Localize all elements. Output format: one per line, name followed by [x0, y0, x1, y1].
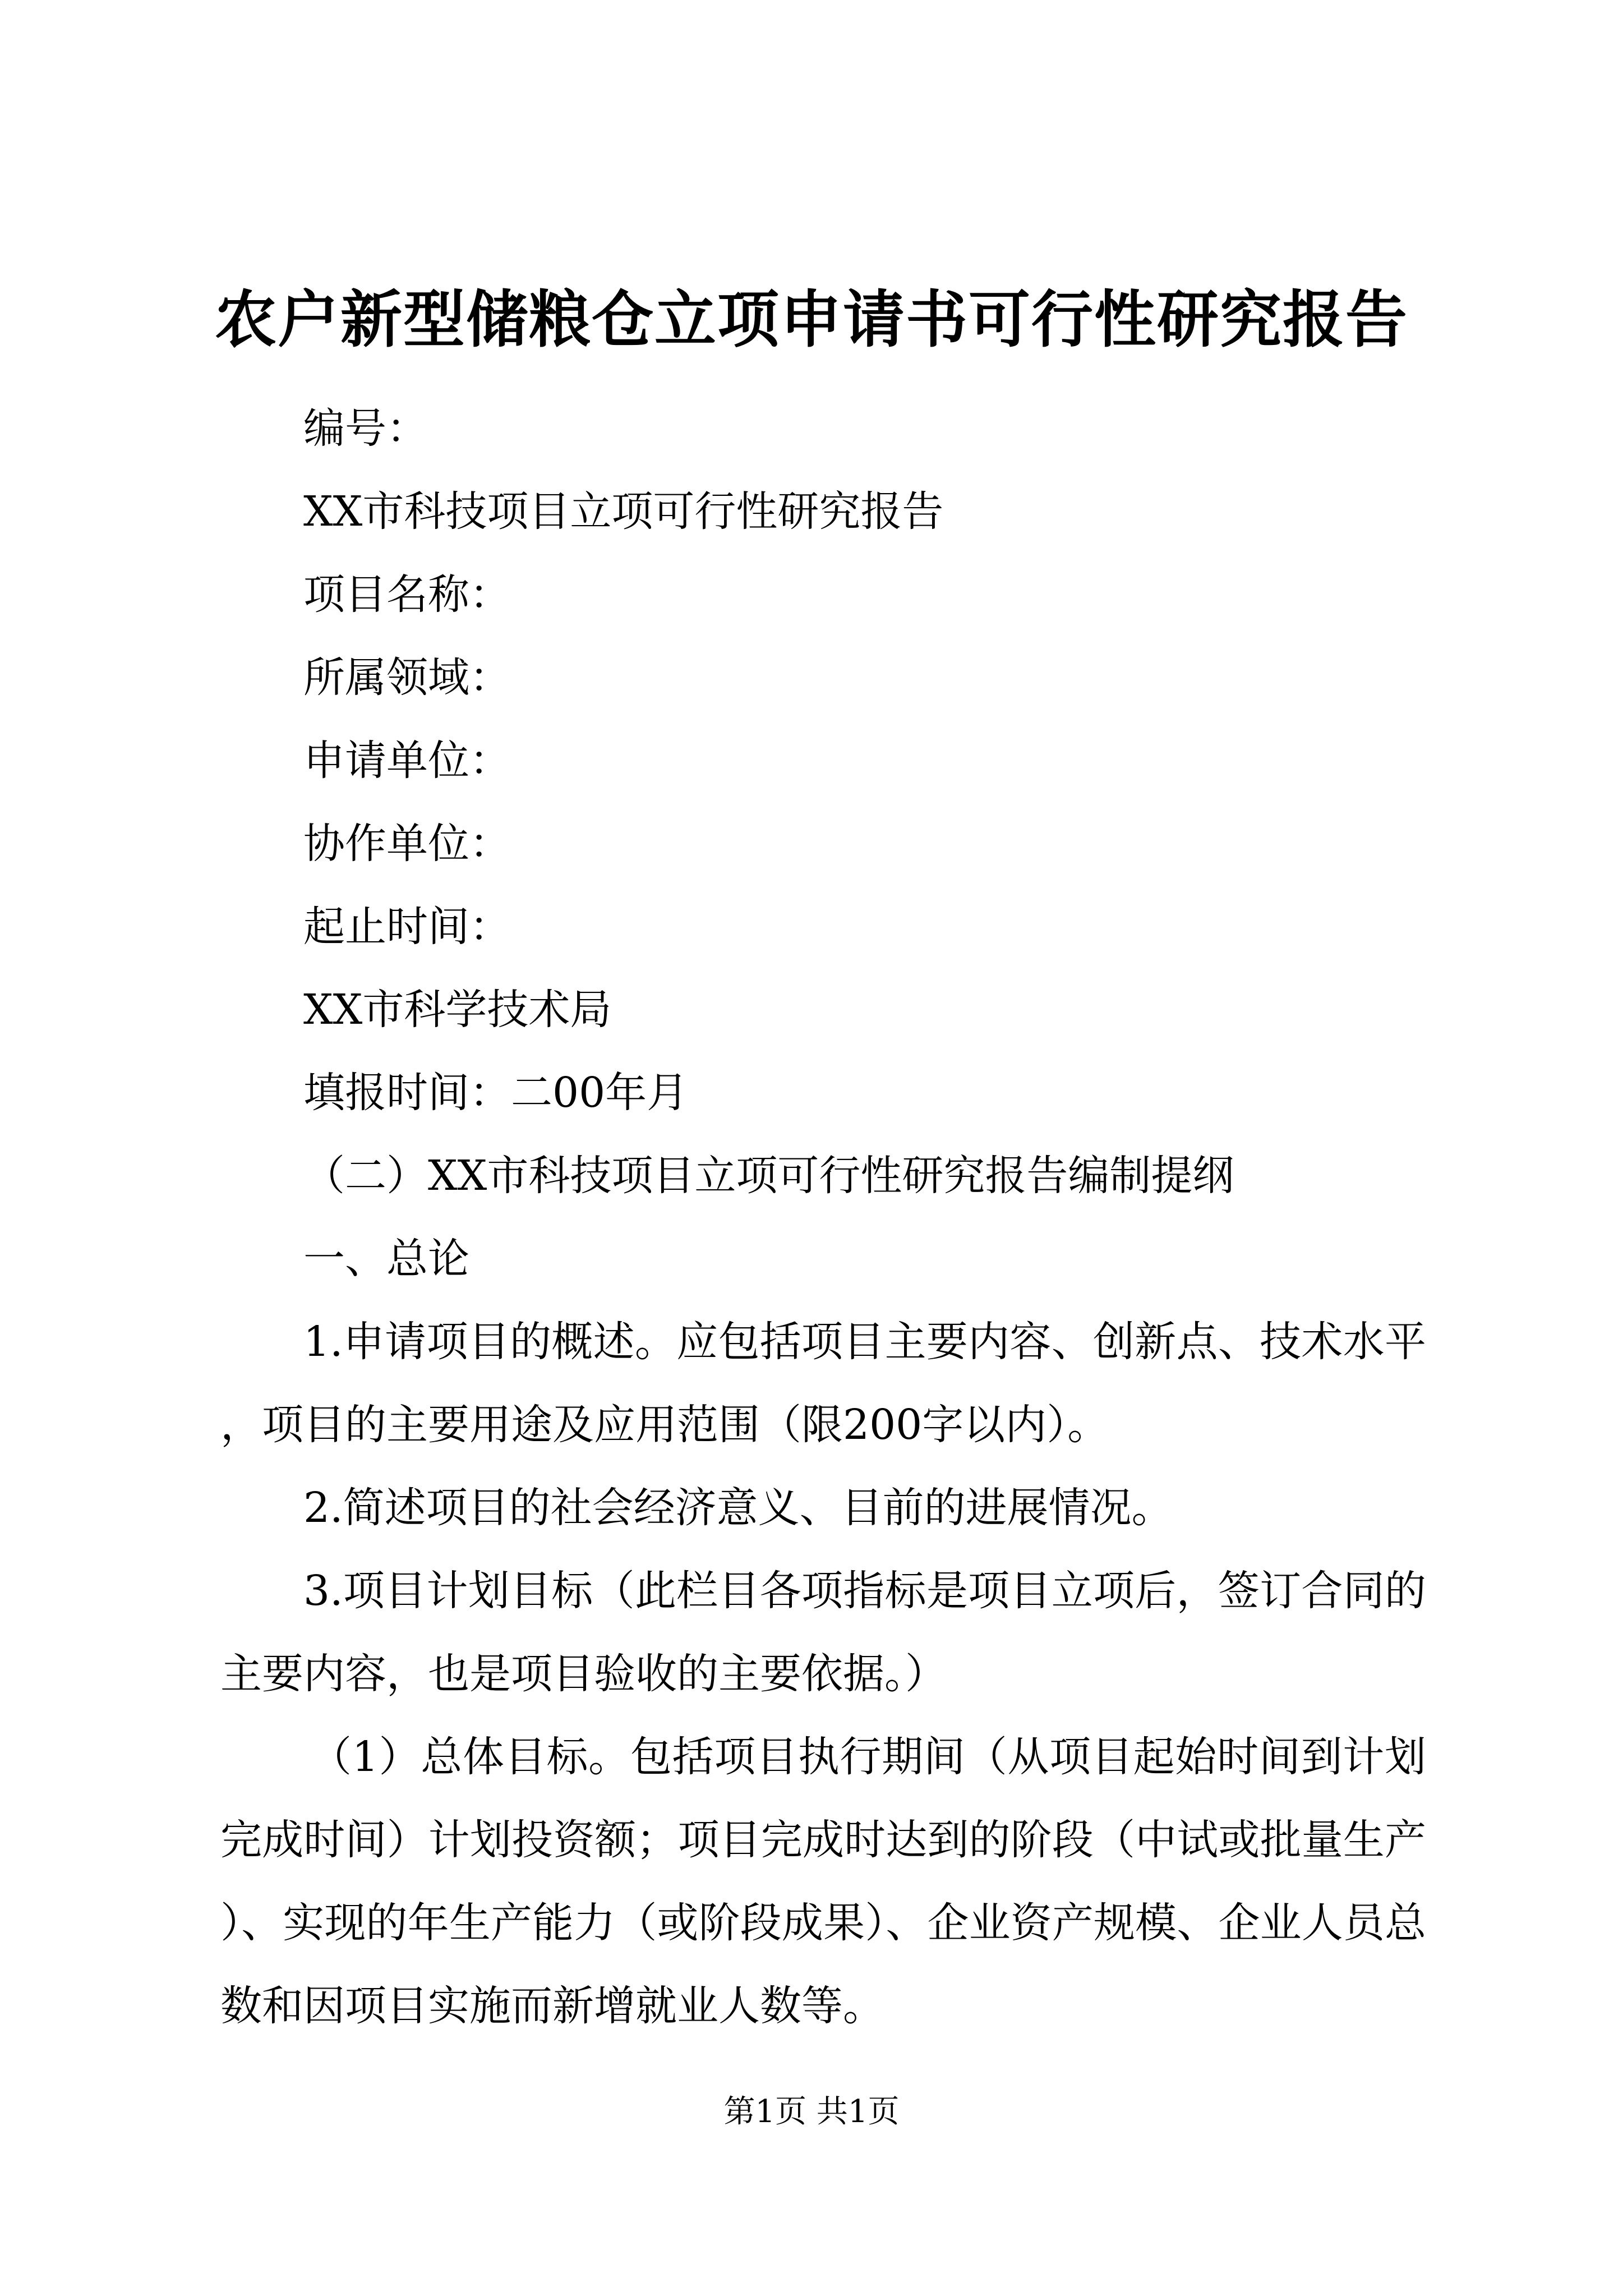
- report-subtitle: XX市科技项目立项可行性研究报告: [303, 487, 944, 536]
- document-title: 农户新型储粮仓立项申请书可行性研究报告: [215, 283, 1408, 356]
- field-partner: 协作单位：: [303, 820, 511, 868]
- field-applicant: 申请单位：: [303, 737, 511, 785]
- issuing-authority: XX市科学技术局: [303, 986, 612, 1034]
- section-heading-general: 一、总论: [303, 1235, 469, 1283]
- field-domain: 所属领域：: [303, 654, 511, 702]
- field-project-name: 项目名称：: [303, 570, 511, 619]
- document-body: [220, 387, 1426, 2047]
- field-serial-number: 编号：: [303, 404, 428, 453]
- field-fill-date: 填报时间：二00年月: [303, 1069, 689, 1117]
- paragraph-plan-goals: 3.项目计划目标（此栏目各项指标是项目立项后，签订合同的主要内容，也是项目验收的主要依据。）: [220, 1567, 1426, 1698]
- paragraph-overall-goal: （1）总体目标。包括项目执行期间（从项目起始时间到计划完成时间）计划投资额；项目完成时达到的阶段（中试或批量生产）、实现的年生产能力（或阶段成果）、企业资产规模、企业人员总数和因项目实施而新增就业人数等。: [220, 1733, 1426, 2030]
- paragraph-significance: 2.简述项目的社会经济意义、目前的进展情况。: [303, 1484, 1173, 1532]
- page-footer: 第1页 共1页: [723, 2093, 900, 2130]
- field-period: 起止时间：: [303, 903, 511, 951]
- outline-heading: （二）XX市科技项目立项可行性研究报告编制提纲: [303, 1152, 1234, 1200]
- paragraph-overview: 1.申请项目的概述。应包括项目主要内容、创新点、技术水平，项目的主要用途及应用范围（限200字以内）。: [220, 1318, 1426, 1449]
